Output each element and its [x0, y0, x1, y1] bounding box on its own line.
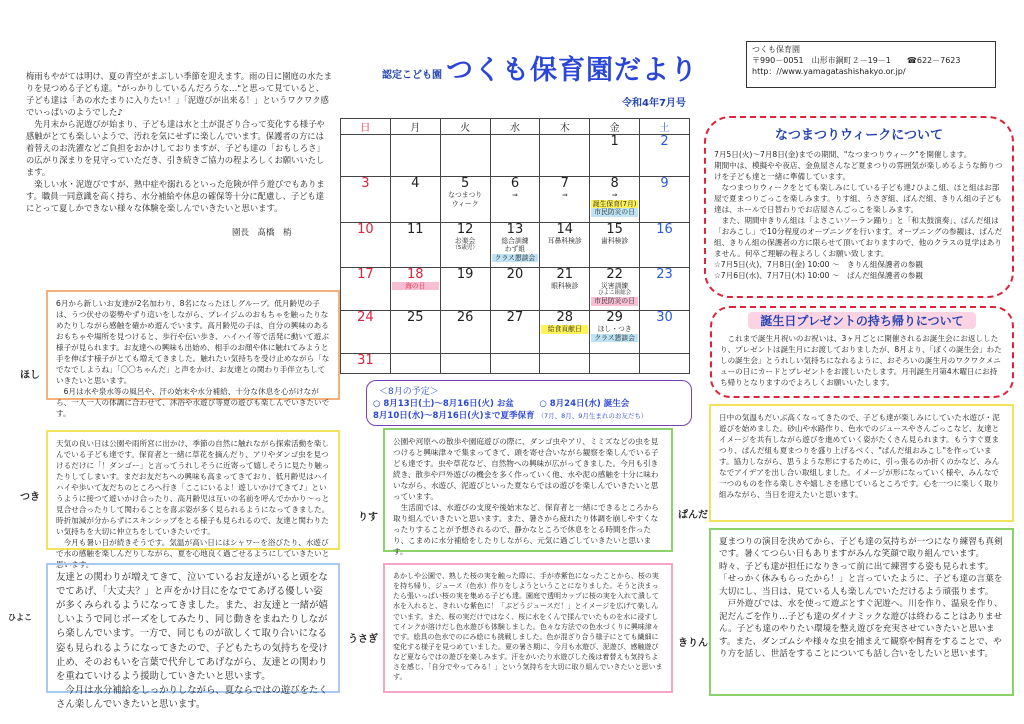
- class-label-panda: ぱんだ: [678, 510, 708, 521]
- calendar-event: ひよこ組総会: [598, 290, 632, 297]
- calendar-event: わず組: [504, 245, 526, 254]
- august-line-2: [373, 409, 685, 421]
- calendar-event: クラス懇談会: [591, 334, 638, 342]
- calendar-day-cell: [341, 353, 391, 373]
- calendar-day-cell: [341, 222, 391, 267]
- calendar-day-cell: [590, 267, 640, 310]
- calendar-day-cell: [440, 177, 490, 222]
- weekday-header: 金: [590, 119, 640, 135]
- august-birthday-note: （7月、8月、9月生まれのお友だち）: [537, 412, 648, 420]
- calendar-event: 総合訓練: [501, 236, 529, 245]
- calendar-day-number: 11: [406, 221, 424, 237]
- class-label-risu: りす: [358, 512, 378, 523]
- calendar-day-cell: [540, 353, 590, 373]
- calendar-day-cell: [590, 222, 640, 267]
- calendar-day-number: 31: [357, 352, 374, 368]
- class-label-hiyoko: ひよこ: [8, 613, 32, 622]
- newsletter-title: つくも保育園だより: [446, 55, 698, 86]
- calendar-day-number: 24: [357, 310, 374, 326]
- calendar-day-cell: [540, 135, 590, 177]
- calendar-day-cell: [590, 135, 640, 177]
- calendar-event: 海の日: [392, 282, 439, 290]
- class-label-kirin: きりん: [678, 638, 708, 649]
- calendar-day-cell: [341, 267, 391, 310]
- class-report-usagi: あかしや公園で、熟した桜の実を触った際に、手が赤紫色になったことから、桜の実を持ち帰り、ジュース（色水）作りをしようということになりました。そうと決まったら張いっぱい桜の実を集める子ども達。園庭で透明カップに桜の実を入れて潰して水を入れると、きれいな紫色に！「ぶどうジュースだ！」とイメージを広げて楽しんでいます。また、桜の実だけではなく、桜に水をくんで揉んでいたものを水に浸すしてインクが溶けだし色水遊びも体験しました。色々な方法での色水づくりに興味津々です。絵具の色水でのにみ絵にも挑戦しました。色が混ざり合う様子にとても繊細に変化する様子を見つめていました。夏の暑さ期に、今月も水遊び、泥遊び、感触遊びなど夏ならではの遊びを楽しみます。汗をかいたり水遊びした後は着替えも気持ちよさを感じ、「自分でやってみる！」という気持ちを大切に取り組んでいきたいと思います。: [383, 563, 673, 693]
- birthday-gift-body: これまで誕生月祝いのお祝いは、3ヶ月ごとに開催されるお誕生会にお返ししたり、プレゼントは誕生月にお渡しておりましたが、8月より、「ぼくの誕生会」わたしの誕生会」とうれしい気持ちになれるように、おそろいの誕生月のワクワクメニューの日にカードとプレゼントをお渡しいたします。月刊誕生月第4木曜日にお持ち帰りとなりますのでよろしくお願いいたします。: [720, 334, 1002, 387]
- calendar-event: 誕生保育(7月): [592, 199, 637, 208]
- calendar-day-number: 17: [357, 266, 374, 282]
- august-line-1: ○ 8月13日(土)～8月16日(火) お盆 ○ 8月24日(水) 誕生会: [373, 399, 630, 409]
- calendar-day-cell: [590, 177, 640, 222]
- class-label-usagi: うさぎ: [348, 634, 378, 645]
- calendar-day-cell: [640, 177, 690, 222]
- calendar-day-number: 15: [606, 221, 623, 237]
- july-calendar: [340, 118, 690, 374]
- class-report-panda: 日中の気温もだいぶ高くなってきたので、子ども達が楽しみにしていた水遊び・泥遊びを始めました。砂山や水路作り、色水でのジュースやさんごっこなど、友達とイメージを共有しながら遊びを進めていく姿がたくさん見られます。もうすぐ夏まつり、ぱんだ組も夏まつりを盛り上げるべく、"ぱんだ組おみこし"を作っています。協力しながら、思うような形にするために、引っ張るのか折くのかなど、みんなでアイデアを出し合い取組しました。イメージが形になっていく様や、みんなで一つのものを作る楽しさや嬉しさを感じているところです。心を一つに楽しく取り組みながら、当日を迎えたいと思います。: [709, 404, 1014, 522]
- calendar-day-cell: [490, 353, 540, 373]
- summer-festival-body: 7月5日(火)～7月8日(金)までの期間、"なつまつりウィーク"を開催します。 期間中は、模擬やや夜店、金魚屋さんなど夏まつりの雰囲気が楽しめるような飾りつけを子ども達と一緒に準備しています。 なつまつりウィークをとても楽しみにしている子ども達♪ひよこ組、ほと組はお部屋で夏まつりごっこを楽しみます。りす組、うさぎ組、ぱんだ組、きりん組の子ども達は、ホールで日替わりでお店屋さんごっこを楽しみます。 また、期間中きりん組は「よさこいソーラン踊り」と「和太鼓演奏」、ぱんだ組は「おみこし」で10分程度のオープニングを行います。オープニングの参観は、ぱんだ組、きりん組の保護者の方に限らせて頂いておりますので、他のクラスの見学はありません。何卒ご理解の程よろしくお願い致します。 ☆7月5日(火)、7月8日(金) 10:00 ～ きりん組保護者の参観 ☆7月6日(水)、7月7日(木) 10:00 ～ ぱんだ組保護者の参観: [714, 150, 1003, 280]
- nursery-postal-phone: 〒990－0051 山形市銅町２－19－1 ☎622－7623: [752, 56, 961, 66]
- calendar-day-cell: [640, 267, 690, 310]
- class-report-hoshi: 6月から新しいお友達が2名加わり、8名になったほしグループ。低月齢児の子は、うつ伏せの姿勢やずり這いをしながら、プレイジムのおもちゃを触ったりなめたりしながら感触を確かめ遊んでいます。高月齢児の子は、自分の興味のあるおもちゃや場所を見つけると、歩行や伝い歩き、ハイハイ等で活発に動いて遊ぶ様子が見られます。お友達への興味も出始め、相手のお顔や体に触れてみようと手を伸ばす様子がとても増えてきました。触れたい気持ちを受け止めながら「なでなでしようね」「〇〇ちゃんだ」と声をかけ、お友達との関わり手伴立ちしていきたいと思います。 6月は水や泉水等の風呂や、汗の始末や水分補給、十分な休息を心がけながら、一人一人の体調に合わせて、沐浴や水遊び等夏の遊びも楽しんでいきたいです。: [46, 290, 340, 400]
- calendar-event: ⇒: [512, 191, 518, 200]
- calendar-day-cell: [490, 311, 540, 353]
- calendar-event: ⇒: [561, 191, 568, 200]
- calendar-event: クラス懇談会: [492, 254, 539, 262]
- class-report-kirin: 夏まつりの演目を決めてから、子ども達の気持ちが一つになり練習も真剣です。暑くてつらい日もありますがみんな笑顔で取り組んでいます。時々、子ども達が担任になりきって前に出て練習する姿も見られます。「せっかく休みもらったから！」と言っていたように、子ども達の言葉を大切にし、当日は、見ている人も楽しんでいただけるよう頑張ります。 戸外遊びでは、水を使って遊ぶとすぐ泥遊へ。川を作り、温泉を作り、泥だんごを作り…子ども達のダイナミックな遊びは終わることはありません。子ども達のやりたい環境を整え遊びを充実させていきたいと思います。また、ダンゴムシや様々な虫を捕まえて観察や飼育をすることで、やり方を話し、世話をすることについても話し合いをしたいと思います。: [709, 528, 1014, 696]
- calendar-day-cell: [540, 222, 590, 267]
- calendar-body: [341, 135, 690, 374]
- calendar-day-number: 2: [660, 134, 669, 149]
- calendar-day-cell: [640, 222, 690, 267]
- calendar-day-number: 26: [456, 310, 474, 326]
- calendar-day-cell: [440, 267, 490, 310]
- calendar-event: 耳鼻科検診: [547, 236, 582, 245]
- calendar-day-number: 14: [556, 221, 574, 237]
- calendar-event: お楽会: [454, 236, 476, 245]
- calendar-day-number: 9: [660, 176, 669, 192]
- calendar-day-cell: [440, 311, 490, 353]
- calendar-day-number: 18: [406, 266, 424, 282]
- calendar-week-row: [341, 353, 690, 373]
- calendar-day-cell: [490, 177, 540, 222]
- calendar-day-cell: [341, 311, 391, 353]
- weekday-header: 火: [440, 119, 490, 135]
- class-label-hoshi: ほし: [20, 370, 40, 381]
- calendar-week-row: [341, 222, 690, 267]
- birthday-gift-notice: [710, 306, 1014, 398]
- calendar-day-number: 21: [556, 266, 574, 282]
- calendar-day-cell: [390, 311, 440, 353]
- nursery-url: http：//www.yamagatashishakyo.or.jp/: [752, 67, 906, 77]
- calendar-day-cell: [440, 222, 490, 267]
- calendar-event: 市民防災の日: [591, 297, 638, 305]
- newsletter-subtitle: 認定こども園: [382, 70, 442, 81]
- calendar-day-cell: [341, 177, 391, 222]
- calendar-day-cell: [640, 311, 690, 353]
- calendar-day-number: 27: [506, 310, 524, 326]
- director-signature: 園長 髙橋 梢: [232, 228, 292, 238]
- calendar-event: 給食貢献日: [541, 325, 588, 333]
- calendar-day-number: 4: [411, 176, 420, 192]
- calendar-day-number: 30: [656, 310, 673, 326]
- calendar-week-row: [341, 267, 690, 310]
- calendar-week-row: [341, 135, 690, 177]
- calendar-weekday-row: [341, 119, 690, 135]
- calendar-day-cell: [590, 311, 640, 353]
- calendar-day-number: 12: [456, 221, 474, 237]
- calendar-day-cell: [390, 267, 440, 310]
- address-box: [746, 41, 996, 88]
- class-label-tsuki: つき: [20, 492, 40, 503]
- august-schedule: [366, 380, 692, 426]
- calendar-event: 眼科検診: [551, 281, 579, 290]
- birthday-gift-title: 誕生日プレゼントの持ち帰りについて: [748, 312, 976, 329]
- calendar-day-cell: [640, 353, 690, 373]
- calendar-day-cell: [440, 135, 490, 177]
- calendar-day-number: 19: [456, 266, 474, 282]
- calendar-week-row: [341, 311, 690, 353]
- calendar-day-number: 7: [560, 176, 569, 192]
- calendar-event: ほし・つき: [597, 325, 632, 334]
- calendar-day-cell: [490, 222, 540, 267]
- calendar-event: ⇒: [611, 191, 618, 200]
- calendar-event: なつまつり: [448, 191, 483, 200]
- weekday-header: 日: [341, 119, 391, 135]
- calendar-day-cell: [640, 135, 690, 177]
- august-summer-care: 8月10日(水)～8月16日(火)まで夏季保育: [373, 411, 535, 421]
- calendar-event: 歯科検診: [601, 236, 629, 245]
- calendar-day-cell: [490, 267, 540, 310]
- summer-festival-title: なつまつりウィークについて: [775, 128, 943, 143]
- weekday-header: 土: [640, 119, 690, 135]
- calendar-day-number: 13: [506, 221, 524, 237]
- calendar-day-cell: [390, 353, 440, 373]
- calendar-day-cell: [590, 353, 640, 373]
- calendar-day-cell: [440, 353, 490, 373]
- calendar-week-row: [341, 177, 690, 222]
- calendar-event: 市民防災の日: [591, 208, 638, 216]
- director-message: 梅雨もやがては明け、夏の青空がまぶしい季節を迎えます。雨の日に園庭の水たまりを見つめる子ども達。"がっかりしているんだろうな…"と思って見ていると、子ども達は「あの水たまりに入りたい！」「泥遊びが出来る！」というワクワク感でいっぱいのようでした♪ 先月末から泥遊びが始まり、子ども達は水と土が混ざり合って変化する様子や感触がとても楽しいようで、汚れを気にせずに楽しんでいます。保護者の方には着替えのお洗濯などご負担をおかけしておりますが、子ども達の「おもしろさ」の広がり深まりを見守っていただき、引き続きご協力の程よろしくお願いいたします。 楽しい水・泥遊びですが、熱中症や溺れるといった危険が伴う遊びでもあります。職員一同意識を高く持ち、水分補給や休息の確保等十分に配慮し、子ども達にとって夏しかできない様々な体験を楽しんでいきたいと思います。: [26, 71, 332, 214]
- calendar-day-number: 20: [506, 266, 524, 282]
- calendar-event: ウィーク: [451, 199, 479, 208]
- issue-date: 令和4年7月号: [622, 98, 686, 109]
- nursery-name: つくも保育園: [752, 45, 800, 54]
- calendar-day-number: 5: [460, 176, 470, 192]
- weekday-header: 月: [390, 119, 440, 135]
- calendar-day-number: 8: [610, 176, 619, 192]
- class-report-risu: 公園や河原への散歩や園庭遊びの際に、ダンゴ虫やアリ、ミミズなどの虫を見つけると興味津々で集まってきて、頭を寄せ合いながら観察を楽しんでいる子ども達です。虫や草花など、自然物への興味が広がってきました。今月も引き続き、散歩や戸外遊びの機会を多く作っていく他、水や泥の感触を十分に味わいながら、水遊び、泥遊びといった夏ならではの遊びを楽しんでいきたいと思っています。 生活面では、水遊びの支度や後始末など、保育者と一緒にできるところから取り組んでいきたいと思います。また、暑さから疲れたり体調を崩しやすくなったりすることが予想されるので、静かなところで休息をとる時間を作ったり、こまめに水分補給をしたりしながら、元気に過ごしていきたいと思います。: [383, 428, 673, 552]
- class-report-hiyoko: 友達との関わりが増えてきて、泣いているお友達がいると頭をなでてあげ、「大丈夫？」と声をかけ目にをなでてあげる優しい姿が多くみられるようになってきました。また、お友達と一緒が嬉しいようで同じポーズをしてみたり、同じ動きをまねたりしながら楽しんでいます。一方で、同じものが欲しくて取り合いになる姿も見られるようになってきたので、子どもたちの気持ちを受け止め、そのおもいを言葉で代弁してあげながら、友達との関わりを重ねていけるよう援助していきたいと思います。 今月は水分補給をしっかりしながら、夏ならではの遊びをたくさん楽しんでいきたいと思います。: [46, 563, 340, 693]
- calendar-day-number: 23: [656, 266, 673, 282]
- calendar-day-number: 6: [510, 176, 520, 192]
- calendar-day-cell: [540, 267, 590, 310]
- calendar-day-number: 29: [606, 310, 623, 326]
- calendar-day-number: 3: [361, 176, 370, 192]
- weekday-header: 水: [490, 119, 540, 135]
- weekday-header: 木: [540, 119, 590, 135]
- class-report-tsuki: 天気の良い日は公園や雨所宮に出かけ、季節の自然に触れながら探索活動を楽しんでいる子ども達です。保育者と一緒に草花を摘んだり、アリやダンゴ虫を見つけるだけに「！ダンゴー」と言ってうれしそうに近寄って嬉しそうに見たり触ったりしてしまいす。まだお友だちへの興味も高まってきており、低月齢児はハイハイや歩いて友だちのところへ行き「ここにいるよ！遊しいかけてきて♪」というように接つて遊いかけ合ったり、高月齢児は互いの名前を呼んでかかり～っと見合せ合ったりして関わることを喜ぶ姿が多く見られるようになってきました。時折加減が分からずにスキンシップをとる様子も見られるので、友達と関わりたい気持ちを大切に仲立ちをしていきたいです。 今月も暑い日が続きそうです。気温が高い日にはシャワーを浴びたり、水遊びで水の感触を楽しんだりしながら、夏を心地良く過ごせるようにしていきたいと思います。: [46, 430, 340, 550]
- august-schedule-title: ＜8月の予定＞: [379, 387, 439, 397]
- calendar-day-cell: [341, 135, 391, 177]
- calendar-day-number: 22: [606, 266, 623, 282]
- calendar-day-cell: [390, 135, 440, 177]
- calendar-day-number: 25: [406, 310, 424, 326]
- calendar-day-cell: [490, 135, 540, 177]
- calendar-day-number: 16: [656, 221, 673, 237]
- summer-festival-notice: [704, 116, 1014, 298]
- calendar-day-cell: [540, 177, 590, 222]
- calendar-day-number: 1: [610, 134, 619, 149]
- calendar-day-cell: [540, 311, 590, 353]
- calendar-event: （5歳児）: [452, 245, 478, 252]
- calendar-day-number: 10: [357, 221, 374, 237]
- calendar-day-cell: [390, 177, 440, 222]
- calendar-event: 災害訓練: [601, 281, 629, 290]
- calendar-day-number: 28: [556, 310, 574, 326]
- calendar-day-cell: [390, 222, 440, 267]
